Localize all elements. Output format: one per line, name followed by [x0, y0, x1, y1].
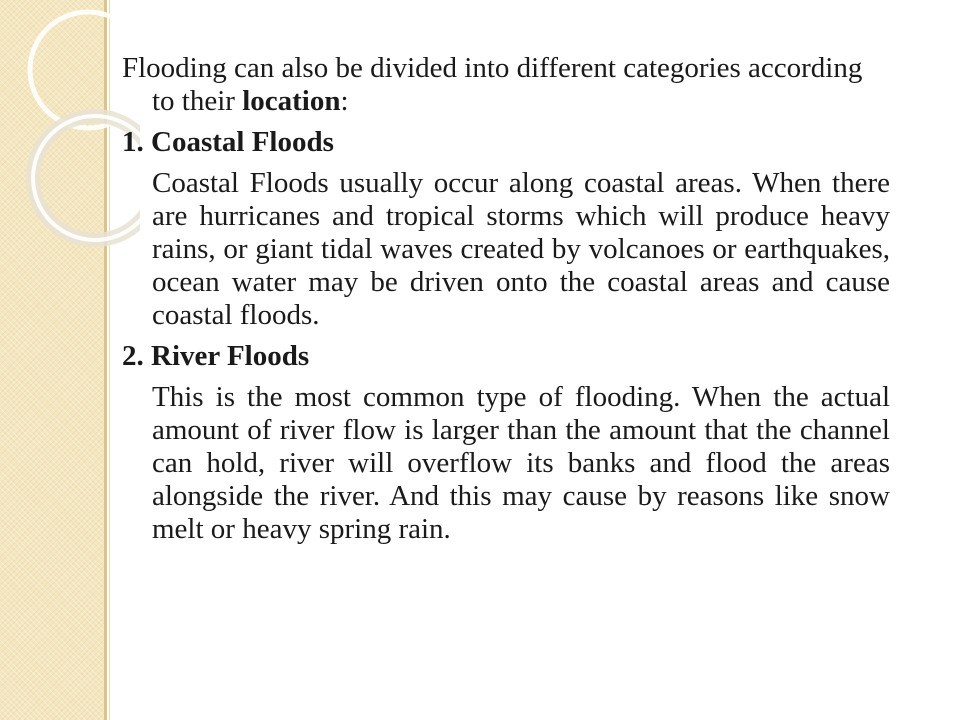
intro-bold-text: location [242, 85, 341, 117]
river-floods-paragraph: This is the most common type of flooding. When the actual amount of river flow is larger than the amount that the channel can hold, river will overflow its banks and flood the areas alongside the river. And this may cause by reasons like snow melt or heavy spring rain. [152, 381, 890, 545]
coastal-floods-heading: 1. Coastal Floods [122, 126, 334, 158]
decorative-rings-icon [0, 0, 140, 260]
intro-paragraph [122, 52, 890, 118]
slide-content [122, 52, 890, 554]
intro-suffix: : [340, 85, 349, 117]
river-floods-heading: 2. River Floods [122, 340, 310, 372]
intro-text: Flooding can also be divided into different categories according to their [122, 52, 863, 117]
coastal-floods-paragraph: Coastal Floods usually occur along coastal areas. When there are hurricanes and tropical storms which will produce heavy rains, or giant tidal waves created by volcanoes or earthquakes, ocean water may be driven onto the coastal areas and cause coastal floods. [152, 167, 890, 331]
